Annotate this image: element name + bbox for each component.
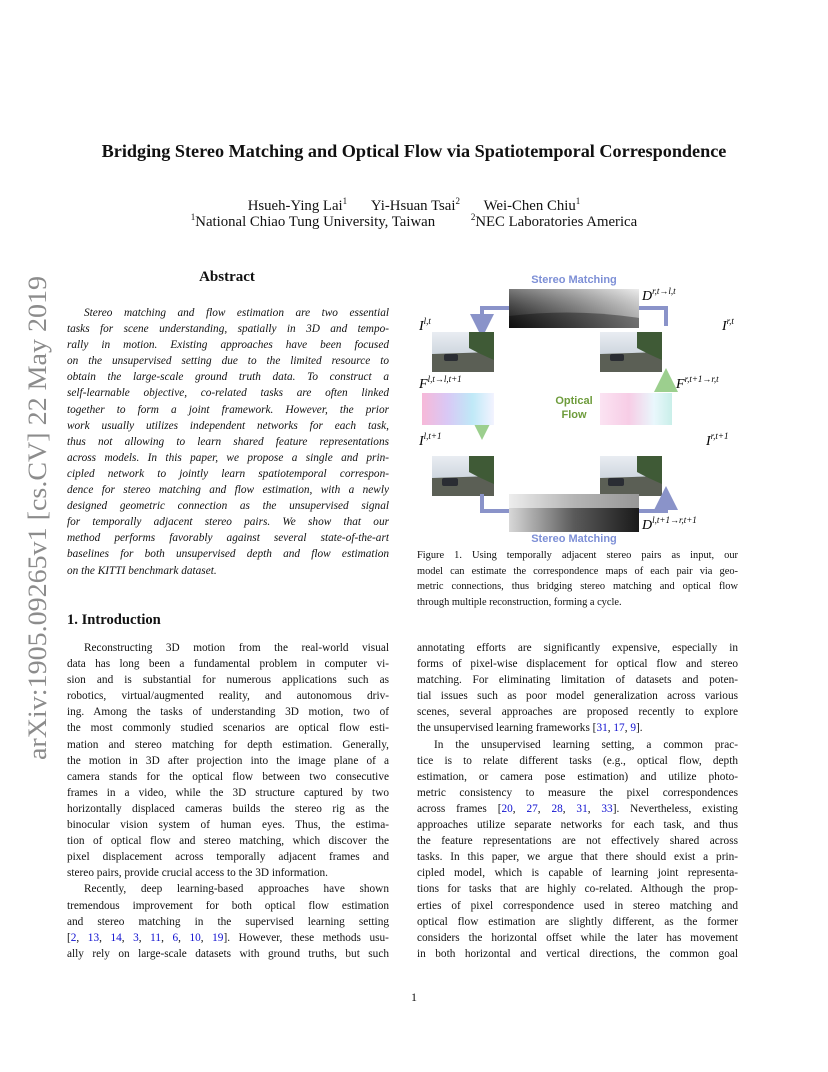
label-f-right <box>675 374 719 392</box>
body-line: camera stands for the optical flow between two consecutive <box>67 770 389 783</box>
label-base: I <box>722 319 727 334</box>
text-fragment: ]. <box>636 722 643 735</box>
body-line: stereo pairs, provide crucial access to the 3D information. <box>67 867 328 880</box>
text-fragment: the unsupervised learning frameworks [ <box>417 722 597 735</box>
body-line: tice is to relate different tasks (e.g., optical flow, depth <box>417 754 738 767</box>
body-line: Reconstructing 3D motion from the real-world visual <box>84 642 389 654</box>
stereo-arrow-bottom-right <box>639 498 666 511</box>
affiliation-mark: 2 <box>470 212 476 223</box>
label-d-top <box>641 286 676 304</box>
citation-link[interactable]: 33 <box>601 802 613 815</box>
body-line: in both horizontal and vertical directions, the common goal <box>417 947 738 960</box>
text-fragment: ]. Nevertheless, existing <box>612 802 738 815</box>
label-base: F <box>676 377 685 392</box>
caption-line: Figure 1. Using temporally adjacent stereo pairs as input, our <box>417 550 738 561</box>
stereo-matching-top-label: Stereo Matching <box>531 274 617 286</box>
label-sup: r,t <box>726 316 734 326</box>
label-i-lt <box>418 316 431 334</box>
label-i-rt1 <box>705 431 729 449</box>
disparity-map-top <box>509 289 639 328</box>
text-fragment: ]. However, these methods usu- <box>223 931 389 944</box>
body-line: mation and stereo matching for depth estimation. Generally, <box>67 738 389 751</box>
body-line: data has long been a fundamental problem in computer vi- <box>67 658 389 671</box>
affiliation-list <box>0 214 828 231</box>
label-base: I <box>419 434 424 449</box>
citation-link[interactable]: 6 <box>172 931 179 944</box>
body-line: robotics, virtual/augmented reality, and autonomous driv- <box>67 690 389 703</box>
stereo-matching-bottom-label: Stereo Matching <box>531 533 617 545</box>
body-line: frames in a video, while the 3D structure captured by two <box>67 786 389 799</box>
body-line: approaches utilize separate networks for each task, and thus <box>417 819 738 832</box>
label-base: I <box>419 319 424 334</box>
abstract-line: cipled network to jointly learn spatiotemporal correspon- <box>67 467 389 480</box>
label-sup: r,t+1 <box>710 431 729 441</box>
label-sup: r,t→l,t <box>652 286 676 296</box>
frame-left-t1 <box>432 456 494 496</box>
citation-link[interactable]: 13 <box>87 931 100 944</box>
body-line-with-citations: [2, 13, 14, 3, 11, 6, 10, 19]. However, these methods usu- <box>67 931 389 944</box>
abstract-line: rally in motion. Existing approaches have been focused <box>67 339 389 352</box>
body-line: considers the horizontal offset while the later has movement <box>417 931 738 944</box>
label-base: F <box>419 377 428 392</box>
label-sup: l,t <box>423 316 431 326</box>
author <box>248 198 347 214</box>
affiliation-name: National Chiao Tung University, Taiwan <box>195 214 436 230</box>
paper-title: Bridging Stereo Matching and Optical Flow via Spatiotemporal Correspondence <box>101 141 727 161</box>
body-line: annotating efforts are significantly expensive, especially in <box>417 642 738 654</box>
body-line: metric consistency to measure the pixel correspondences <box>417 786 738 799</box>
body-line: forms of pixel-wise displacement for optical flow and stereo <box>417 658 738 671</box>
stereo-arrow-top-left <box>482 308 509 326</box>
body-line: and stereo matching in the supervised learning setting <box>67 915 389 928</box>
author-list <box>0 198 828 215</box>
caption-line: metric connections, thus bridging stereo matching and optical flow <box>417 581 738 593</box>
abstract-line: self-learnable objective, co-related tasks are often linked <box>67 387 389 400</box>
frame-right-t <box>600 332 662 372</box>
label-d-bottom <box>641 515 697 533</box>
citation-link[interactable]: 3 <box>133 931 139 944</box>
body-line: tions for tasks that are highly co-related. Although the prop- <box>417 883 738 896</box>
figure-1-diagram <box>414 268 744 546</box>
text-fragment: [ <box>67 931 71 944</box>
body-line: binocular vision system of human eyes. Thus, the estima- <box>67 819 389 832</box>
affiliation <box>471 214 637 230</box>
author <box>484 198 581 214</box>
frame-left-t <box>432 332 494 372</box>
text-fragment: across frames [ <box>417 802 502 815</box>
citation-link[interactable]: 27 <box>526 802 538 815</box>
label-i-lt1 <box>418 431 442 449</box>
body-line: pixel displacement across temporally adjacent frames and <box>67 851 389 864</box>
body-line: tial issues such as poor model generalization across various <box>417 690 738 703</box>
citation-link[interactable]: 19 <box>212 931 224 944</box>
label-sup: l,t+1 <box>423 431 442 441</box>
citation-link[interactable]: 11 <box>150 931 162 944</box>
abstract-line: baselines for both unsupervised depth and flow estimation <box>67 548 389 561</box>
author-affiliation-mark: 1 <box>342 196 348 207</box>
caption-line: through multiple reconstruction, forming a cycle. <box>417 596 622 608</box>
body-line: horizontally displaced cameras builds the stereo rig as the <box>67 802 389 815</box>
stereo-arrow-bottom-left <box>482 494 509 511</box>
arxiv-id: arXiv:1905.09265v1 [cs.CV] 22 May 2019 <box>23 310 52 760</box>
citation-link[interactable]: 14 <box>110 931 122 944</box>
citation-link[interactable]: 31 <box>576 802 588 815</box>
section-heading: 1. Introduction <box>67 612 161 628</box>
author-name: Hsueh-Ying Lai <box>247 198 343 214</box>
flow-map-right <box>600 393 672 425</box>
optical-flow-label-line-2: Flow <box>561 409 587 421</box>
label-i-rt <box>721 316 734 334</box>
optical-flow-label-line-1: Optical <box>555 395 593 407</box>
body-line-with-citations: the unsupervised learning frameworks [31, 17, 9]. <box>417 722 643 735</box>
author-affiliation-mark: 2 <box>455 196 460 207</box>
body-line: the feature representations are not effectively shared across <box>417 835 738 848</box>
flow-map-left <box>422 393 494 425</box>
body-line: cipled model, which is capable of learning joint representa- <box>417 867 738 880</box>
author-name: Wei-Chen Chiu <box>483 198 576 214</box>
frame-right-t1 <box>600 456 662 496</box>
abstract-line: obtain the large-scale ground truth data. To construct a <box>67 371 389 384</box>
body-line: estimation, or camera pose estimation) and utilize photo- <box>417 770 738 783</box>
affiliation-name: NEC Laboratories America <box>475 214 638 230</box>
abstract-heading: Abstract <box>199 269 255 285</box>
body-line: erties of pixel correspondence used in stereo matching and <box>417 899 738 912</box>
body-line: optical flow estimation are slightly different, as the former <box>417 915 738 928</box>
abstract-line: on the unsupervised setting due to the limited resource to <box>67 355 389 368</box>
label-sup: l,t→l,t+1 <box>427 374 462 384</box>
body-line: tremendous improvement for both optical flow estimation <box>67 899 389 912</box>
caption-line: model can estimate the correspondence maps of each pair via geo- <box>417 565 738 577</box>
abstract-body <box>67 305 389 579</box>
citation-link[interactable]: 9 <box>630 722 636 735</box>
body-line: tasks. In this paper, we argue that there should exist a prin- <box>417 851 738 864</box>
abstract-line: designed geometric connection as the unsupervised signal <box>67 500 389 513</box>
figure-1 <box>414 268 744 546</box>
body-line-with-citations: across frames [20, 27, 28, 31, 33]. Nevertheless, existing <box>417 802 738 815</box>
disparity-map-bottom <box>509 494 639 532</box>
citation-link[interactable]: 20 <box>501 802 513 815</box>
author <box>371 198 460 214</box>
abstract-line: tasks for scene understanding, spatially in 3D and tempo- <box>67 323 389 336</box>
label-base: D <box>642 518 653 533</box>
abstract-line: work usually utilizes independent networks for each task, <box>67 419 389 432</box>
label-base: I <box>706 434 711 449</box>
citation-link[interactable]: 31 <box>596 722 608 735</box>
body-line: sion and is substantial for numerous applications such as <box>67 674 389 687</box>
author-affiliation-mark: 1 <box>575 196 581 207</box>
label-sup: r,t+1→r,t <box>684 374 719 384</box>
body-line: the most commonly studied scenarios are optical flow esti- <box>67 722 389 735</box>
citation-link[interactable]: 28 <box>551 802 563 815</box>
affiliation <box>191 214 435 230</box>
stereo-arrow-top-right <box>639 308 666 326</box>
body-line: tion of optical flow and stereo matching, which discover the <box>67 835 389 848</box>
body-column-right <box>417 640 738 962</box>
page-number: 1 <box>411 990 417 1004</box>
author-name: Yi-Hsuan Tsai <box>370 198 456 214</box>
label-base: D <box>642 289 653 304</box>
figure-caption <box>417 548 738 610</box>
body-line: scenes, several approaches are proposed recently to explore <box>417 706 738 719</box>
body-line: the motion in 3D after projection into the image plane of a <box>67 754 389 767</box>
body-line: Recently, deep learning-based approaches have shown <box>84 883 389 896</box>
label-f-left <box>418 374 462 392</box>
abstract-line: thus not allowing to learn shared feature representations <box>67 435 389 448</box>
abstract-line: on the KITTI benchmark dataset. <box>67 564 217 577</box>
abstract-line: together to form a joint framework. However, the prior <box>67 403 389 416</box>
citation-link[interactable]: 10 <box>189 931 201 944</box>
arxiv-stamp-graphic <box>10 270 60 770</box>
abstract-line: method performs favorably against several state-of-the-art <box>67 532 389 545</box>
abstract-line: across models. In this paper, we propose a single and prin- <box>67 451 389 464</box>
abstract-line: dence for stereo matching and flow estimation, with a newly <box>67 484 389 497</box>
affiliation-mark: 1 <box>190 212 196 223</box>
body-column-left <box>67 640 389 962</box>
body-line: ally rely on large-scale datasets with ground truths, but such <box>67 947 389 960</box>
arxiv-stamp <box>10 270 60 770</box>
label-sup: l,t+1→r,t+1 <box>652 515 697 525</box>
citation-link[interactable]: 17 <box>613 722 625 735</box>
body-line: In the unsupervised learning setting, a common prac- <box>434 738 738 751</box>
body-line: matching. For eliminating limitation of datasets and poten- <box>417 674 738 687</box>
abstract-line: for temporally adjacent stereo pairs. We show that our <box>67 516 389 529</box>
citation-link[interactable]: 2 <box>70 931 77 944</box>
body-line: ing. Among the tasks of understanding 3D motion, two of <box>67 706 389 719</box>
abstract-line: Stereo matching and flow estimation are two essential <box>84 307 389 319</box>
